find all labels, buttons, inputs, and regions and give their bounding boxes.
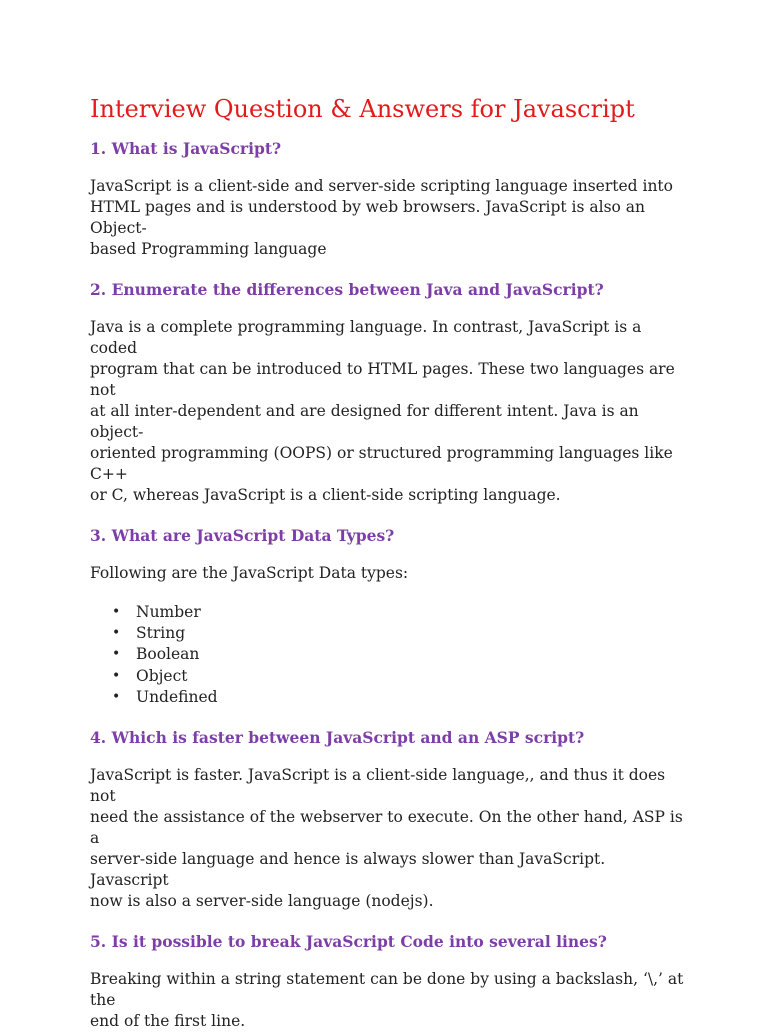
question-2-heading: 2. Enumerate the differences between Java and JavaScript? [90, 280, 604, 299]
list-item-label: Number [136, 603, 201, 621]
answer-line: JavaScript is faster. JavaScript is a client-side language,, and thus it does not [90, 766, 666, 806]
list-item [90, 623, 688, 644]
list-item-label: Boolean [136, 645, 200, 664]
answer-line: Java is a complete programming language. In contrast, JavaScript is a coded [90, 318, 642, 357]
answer-line: based Programming language [90, 240, 327, 258]
bullet-icon: • [112, 625, 121, 642]
question-1-heading: 1. What is JavaScript? [90, 139, 282, 158]
question-3 [90, 525, 688, 708]
question-3-heading: 3. What are JavaScript Data Types? [90, 526, 395, 545]
question-1 [90, 138, 688, 260]
question-1-answer [90, 176, 688, 260]
question-5-answer [90, 969, 688, 1032]
question-4 [90, 727, 688, 912]
answer-line: oriented programming (OOPS) or structured programming languages like C++ [90, 444, 673, 483]
question-5-heading: 5. Is it possible to break JavaScript Code into several lines? [90, 932, 607, 952]
answer-line: HTML pages and is understood by web browsers. JavaScript is also an Object- [90, 198, 646, 237]
list-item-label: Undefined [136, 687, 218, 706]
question-2 [90, 279, 688, 506]
answer-line: JavaScript is a client-side and server-side scripting language inserted into [90, 177, 673, 195]
answer-line: Following are the JavaScript Data types: [90, 564, 409, 582]
document-title: Interview Question & Answers for Javascript [90, 95, 635, 123]
question-2-answer [90, 317, 688, 506]
list-item [90, 602, 688, 623]
bullet-icon: • [112, 604, 121, 620]
bullet-icon: • [112, 646, 121, 663]
question-4-answer [90, 765, 688, 912]
answer-line: Breaking within a string statement can be done by using a backslash, ‘\,’ at the [90, 970, 684, 1010]
answer-line: program that can be introduced to HTML pages. These two languages are not [90, 360, 675, 399]
list-item [90, 687, 688, 708]
list-item-label: String [136, 624, 186, 643]
bullet-icon: • [112, 667, 121, 684]
answer-line: server-side language and hence is always slower than JavaScript. Javascript [90, 850, 606, 890]
answer-line: need the assistance of the webserver to execute. On the other hand, ASP is a [90, 808, 683, 848]
answer-line: now is also a server-side language (nodejs). [90, 892, 434, 911]
answer-line: end of the first line. [90, 1012, 246, 1031]
list-item-label: Object [136, 666, 188, 685]
answer-line: at all inter-dependent and are designed for different intent. Java is an object- [90, 402, 639, 441]
list-item [90, 644, 688, 665]
question-4-heading: 4. Which is faster between JavaScript and an ASP script? [90, 728, 585, 748]
bullet-icon: • [112, 688, 121, 705]
data-types-list [90, 602, 688, 708]
answer-line: or C, whereas JavaScript is a client-side scripting language. [90, 486, 561, 504]
list-item [90, 666, 688, 687]
question-5 [90, 931, 688, 1032]
